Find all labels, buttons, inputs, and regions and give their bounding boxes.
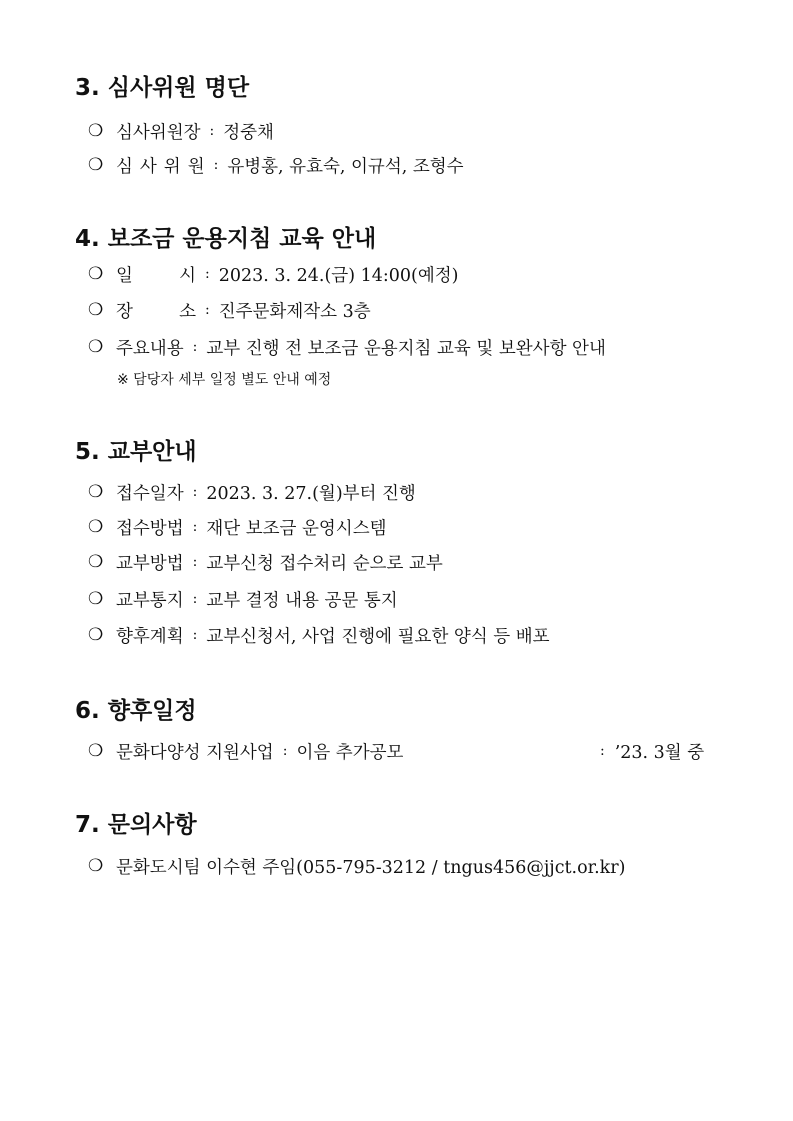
item-value: 교부신청 접수처리 순으로 교부 [206, 553, 443, 574]
list-item [88, 549, 443, 575]
contact-info: 문화도시팀 이수현 주임(055-795-3212 / tngus456@jjct.or.kr) [116, 857, 626, 878]
item-label-part: 장 [116, 301, 133, 322]
circle-bullet-icon: ❍ [88, 589, 104, 609]
list-item [88, 514, 387, 540]
item-separator: : [192, 519, 198, 535]
list-item [88, 853, 625, 879]
item-separator: : [192, 339, 198, 355]
item-separator: : [209, 123, 215, 139]
item-label: 심사위원장 [116, 122, 201, 143]
item-value: 유병홍, 유효숙, 이규석, 조형수 [227, 156, 464, 177]
item-value: 재단 보조금 운영시스템 [206, 518, 387, 539]
circle-bullet-icon: ❍ [88, 264, 104, 284]
item-label [116, 298, 196, 323]
item-value: 2023. 3. 24.(금) 14:00(예정) [218, 265, 459, 286]
section-title-inquiry: 7. 문의사항 [75, 812, 197, 838]
section-title-schedule: 6. 향후일정 [75, 698, 197, 724]
item-value: 정중채 [223, 122, 274, 143]
item-label: 문화다양성 지원사업 [116, 742, 274, 763]
item-label: 교부방법 [116, 553, 184, 574]
schedule-date [600, 738, 704, 764]
circle-bullet-icon: ❍ [88, 482, 104, 502]
circle-bullet-icon: ❍ [88, 517, 104, 537]
item-label: 향후계획 [116, 626, 184, 647]
circle-bullet-icon: ❍ [88, 155, 104, 175]
item-separator: : [192, 627, 198, 643]
item-separator: : [213, 157, 219, 173]
section-title-grant-info: 5. 교부안내 [75, 439, 197, 465]
item-separator: : [205, 266, 210, 282]
list-item [88, 261, 459, 287]
item-separator: : [205, 302, 210, 318]
item-label: 교부통지 [116, 590, 184, 611]
list-item [88, 152, 464, 178]
item-separator: : [600, 743, 605, 759]
list-item [88, 738, 403, 764]
item-label [116, 262, 196, 287]
item-label: 심사위원 [116, 156, 212, 177]
item-label: 주요내용 [116, 338, 184, 359]
circle-bullet-icon: ❍ [88, 121, 104, 141]
item-value: ’23. 3월 중 [614, 742, 705, 763]
list-item [88, 334, 606, 360]
item-value: 2023. 3. 27.(월)부터 진행 [206, 483, 416, 504]
item-value: 교부 결정 내용 공문 통지 [206, 590, 398, 611]
list-item [88, 479, 416, 505]
circle-bullet-icon: ❍ [88, 337, 104, 357]
item-separator: : [192, 591, 198, 607]
circle-bullet-icon: ❍ [88, 856, 104, 876]
item-separator: : [192, 554, 198, 570]
item-label-part: 일 [116, 265, 133, 286]
item-separator: : [192, 484, 198, 500]
item-value: 이음 추가공모 [296, 742, 404, 763]
section-title-education: 4. 보조금 운용지침 교육 안내 [75, 226, 377, 252]
circle-bullet-icon: ❍ [88, 741, 104, 761]
section-title-judges: 3. 심사위원 명단 [75, 75, 250, 101]
note-text: ※ 담당자 세부 일정 별도 안내 예정 [117, 372, 332, 388]
item-label-part: 소 [179, 301, 196, 322]
list-item [88, 622, 550, 648]
item-value: 교부 진행 전 보조금 운용지침 교육 및 보완사항 안내 [206, 338, 606, 359]
circle-bullet-icon: ❍ [88, 625, 104, 645]
item-label: 접수일자 [116, 483, 184, 504]
item-separator: : [282, 743, 288, 759]
list-item [88, 118, 274, 144]
item-label-part: 시 [179, 265, 196, 286]
circle-bullet-icon: ❍ [88, 552, 104, 572]
list-item [88, 586, 398, 612]
circle-bullet-icon: ❍ [88, 300, 104, 320]
item-value: 교부신청서, 사업 진행에 필요한 양식 등 배포 [206, 626, 550, 647]
list-item [88, 297, 371, 323]
item-label: 접수방법 [116, 518, 184, 539]
item-value: 진주문화제작소 3층 [218, 301, 371, 322]
